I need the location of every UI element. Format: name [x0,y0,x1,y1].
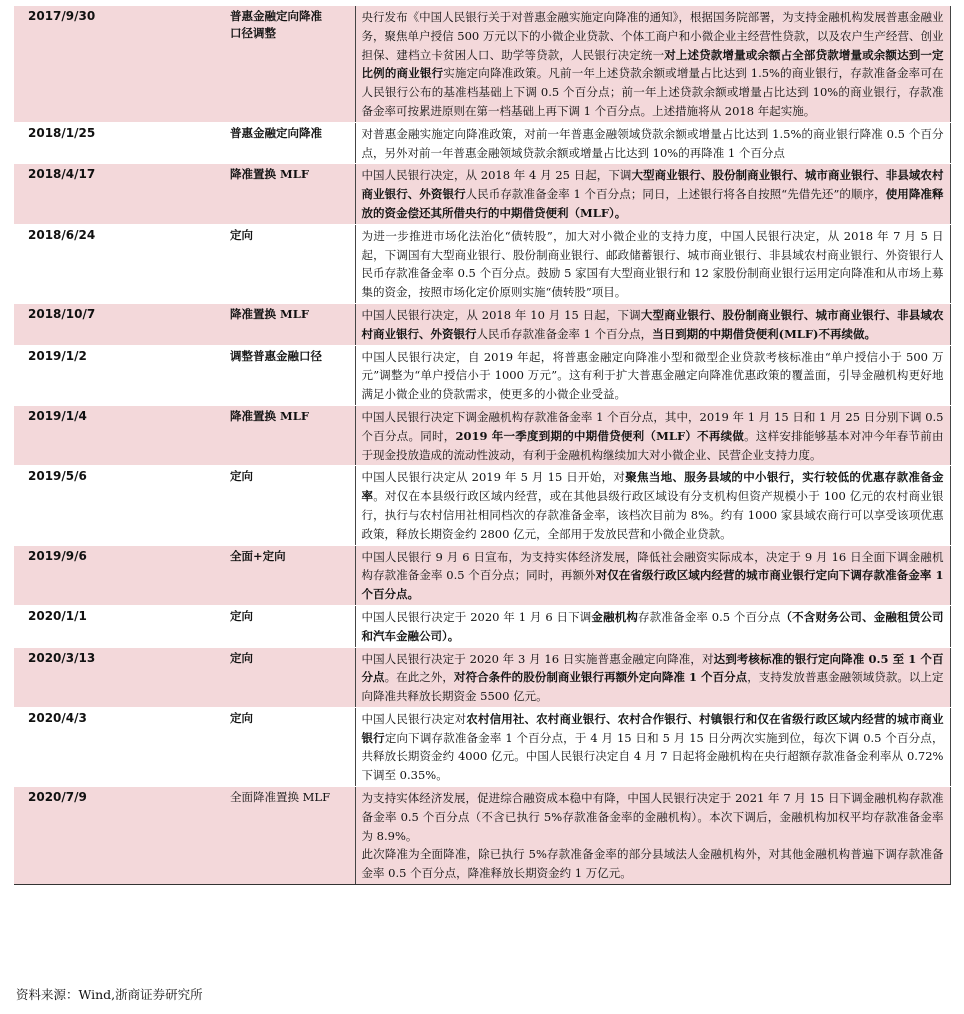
row-description [355,605,950,647]
table-row [14,345,950,405]
row-date: 2020/1/1 [14,605,224,647]
description-text: 中国人民银行 9 月 6 日宣布，为支持实体经济发展，降低社会融资实际成本，决定于 9 月 16 日全面下调金融机构存款准备金率 0.5 个百分点；同时，再额外 [361,549,944,583]
row-policy-type: 降准置换 MLF [224,405,355,465]
row-policy-type: 定向 [224,707,355,786]
table-row [14,405,950,465]
description-text: 中国人民银行决定对 [361,711,467,726]
description-text: 央行发布《中国人民银行关于对普惠金融实施定向降准的通知》，根据国务院部署，为支持金融机构发展普惠金融业务，聚焦单户授信 500 万元以下的小微企业贷款、个体工商户和小微企业主经营性贷款，以及农户生产经营、创业担保、建档立卡贫困人口、助学等贷款，人民银行决定统一 [361,10,944,62]
row-description [355,466,950,545]
row-description [355,164,950,224]
row-policy-type: 定向 [224,224,355,303]
description-emphasis: 农村信用社、农村商业银行、农村合作银行、村镇银行和仅在省级行政区域内经营的城市商业银行 [361,711,944,745]
row-policy-type: 定向 [224,647,355,707]
row-date: 2019/1/4 [14,405,224,465]
description-text: 。这样安排能够基本对冲今年春节前由于现金投放造成的流动性波动，有利于金融机构继续加大对小微企业、民营企业支持力度。 [361,428,944,462]
description-text: 中国人民银行决定，从 2018 年 4 月 25 日起，下调 [361,168,632,183]
row-policy-type: 调整普惠金融口径 [224,345,355,405]
description-emphasis: 2019 年一季度到期的中期借贷便利（MLF）不再续做 [455,428,745,443]
row-description [355,787,950,885]
rrr-policy-table [14,6,951,885]
row-policy-type: 全面降准置换 MLF [224,787,355,885]
table-body [14,6,950,885]
row-policy-type: 降准置换 MLF [224,164,355,224]
description-text: 中国人民银行决定于 2020 年 3 月 16 日实施普惠金融定向降准，对 [361,651,714,666]
description-text: 定向下调存款准备金率 1 个百分点，于 4 月 15 日和 5 月 15 日分两次实施到位，每次下调 0.5 个百分点，共释放长期资金约 4000 亿元。中国人民银行决定自 4 月 7 日起将金融机构在央行超额存款准备金利率从 0.72%下调至 0.35%。 [361,730,944,783]
table-row [14,122,950,164]
table-row [14,224,950,303]
row-description [355,545,950,605]
description-text: 中国人民银行决定从 2019 年 5 月 15 日开始，对 [361,470,626,485]
row-policy-type: 普惠金融定向降准 口径调整 [224,6,355,122]
description-emphasis: 大型商业银行、股份制商业银行、城市商业银行、非县域农村商业银行、外资银行 [361,168,944,202]
row-date: 2019/5/6 [14,466,224,545]
row-description [355,707,950,786]
table-row [14,647,950,707]
description-emphasis: 对上述贷款增量或余额占全部贷款增量或余额达到一定比例的商业银行 [361,47,944,81]
description-text: ，支持发放普惠金融领域贷款。以上定向降准共释放长期资金 5500 亿元。 [361,670,944,704]
description-text: 人民币存款准备金率 1 个百分点；同日，上述银行将各自按照“先借先还”的顺序， [465,187,886,202]
table-row [14,6,950,122]
description-text: 存款准备金率 0.5 个百分点 [638,609,781,624]
table-row [14,545,950,605]
description-emphasis: 对仅在省级行政区域内经营的城市商业银行定向下调存款准备金率 1 个百分点。 [361,568,944,602]
description-text: 中国人民银行决定下调金融机构存款准备金率 1 个百分点，其中，2019 年 1 月 15 日和 1 月 25 日分别下调 0.5 个百分点。同时， [361,409,944,443]
description-emphasis: 当日到期的中期借贷便利(MLF)不再续做。 [652,326,877,341]
table-row [14,707,950,786]
description-text: 此次降准为全面降准，除已执行 5%存款准备金率的部分县域法人金融机构外，对其他金融机构普遍下调存款准备金率 0.5 个百分点，降准释放长期资金约 1 万亿元。 [361,847,944,881]
description-text: 。在此之外， [384,670,454,685]
table-row [14,466,950,545]
row-policy-type: 降准置换 MLF [224,303,355,345]
description-text: 中国人民银行决定，自 2019 年起，将普惠金融定向降准小型和微型企业贷款考核标准由“单户授信小于 500 万元”调整为“单户授信小于 1000 万元”。这有利于扩大普惠金融定向降准优惠政策的覆盖面，引导金融机构更好地满足小微企业的贷款需求，使更多的小微企业受益。 [361,349,944,402]
table-row [14,164,950,224]
description-emphasis: 聚焦当地、服务县域的中小银行，实行较低的优惠存款准备金率 [361,470,944,504]
description-emphasis: 对符合条件的股份制商业银行再额外定向降准 1 个百分点 [453,670,748,685]
row-policy-type: 定向 [224,466,355,545]
row-date: 2018/10/7 [14,303,224,345]
row-date: 2020/3/13 [14,647,224,707]
row-description [355,647,950,707]
row-description [355,6,950,122]
description-text: 中国人民银行决定于 2020 年 1 月 6 日下调 [361,609,592,624]
description-text: 为进一步推进市场化法治化“债转股”，加大对小微企业的支持力度，中国人民银行决定，从 2018 年 7 月 5 日起，下调国有大型商业银行、股份制商业银行、邮政储蓄银行、城市商业银行、非县域农村商业银行、外资银行人民币存款准备金率 0.5 个百分点。鼓励 5 家国有大型商业银行和 12 家股份制商业银行运用定向降准和从市场上募集的资金，按照市场化定价原则实施“债转股”项目。 [361,228,944,300]
row-policy-type: 全面+定向 [224,545,355,605]
row-description [355,122,950,164]
row-date: 2018/1/25 [14,122,224,164]
row-date: 2018/6/24 [14,224,224,303]
description-emphasis: 金融机构 [591,609,639,624]
description-emphasis: 使用降准释放的资金偿还其所借央行的中期借贷便利（MLF）。 [361,187,944,220]
row-date: 2017/9/30 [14,6,224,122]
row-policy-type: 普惠金融定向降准 [224,122,355,164]
description-text: 中国人民银行决定，从 2018 年 10 月 15 日起，下调 [361,307,641,322]
row-description [355,345,950,405]
description-emphasis: （不含财务公司、金融租赁公司和汽车金融公司）。 [361,609,944,643]
table-row [14,303,950,345]
row-date: 2019/9/6 [14,545,224,605]
row-policy-type: 定向 [224,605,355,647]
row-description [355,405,950,465]
description-text: 。对仅在本县级行政区域内经营，或在其他县级行政区域设有分支机构但资产规模小于 100 亿元的农村商业银行，执行与农村信用社相同档次的存款准备金率，该档次目前为 8%。约有 1000 家县域农商行可以享受该项优惠政策，释放长期资金约 2800 亿元，全部用于发放民营和小微企业贷款。 [361,489,944,541]
row-date: 2020/4/3 [14,707,224,786]
description-text: 为支持实体经济发展，促进综合融资成本稳中有降，中国人民银行决定于 2021 年 7 月 15 日下调金融机构存款准备金率 0.5 个百分点（不含已执行 5%存款准备金率的金融机构）。本次下调后，金融机构加权平均存款准备金率为 8.9%。 [361,791,944,843]
description-emphasis: 达到考核标准的银行定向降准 0.5 至 1 个百分点 [361,651,944,685]
row-date: 2020/7/9 [14,787,224,885]
source-note: 资料来源：Wind,浙商证券研究所 [16,987,203,1002]
row-date: 2019/1/2 [14,345,224,405]
description-text: 对普惠金融实施定向降准政策，对前一年普惠金融领域贷款余额或增量占比达到 1.5%的商业银行降准 0.5 个百分点，另外对前一年普惠金融领域贷款余额或增量占比达到 10%的再降准 1 个百分点 [361,126,944,160]
row-description [355,224,950,303]
description-text: 人民币存款准备金率 1 个百分点， [476,326,653,341]
row-description [355,303,950,345]
table-row [14,605,950,647]
description-emphasis: 大型商业银行、股份制商业银行、城市商业银行、非县域农村商业银行、外资银行 [361,307,944,341]
table-row [14,787,950,885]
row-date: 2018/4/17 [14,164,224,224]
description-text: 实施定向降准政策。凡前一年上述贷款余额或增量占比达到 1.5%的商业银行，存款准备金率可在人民银行公布的基准档基础上下调 0.5 个百分点；前一年上述贷款余额或增量占比达到 10%的商业银行，存款准备金率可按累进原则在第一档基础上再下调 1 个百分点。上述措施将从 2018 年起实施。 [361,66,944,118]
